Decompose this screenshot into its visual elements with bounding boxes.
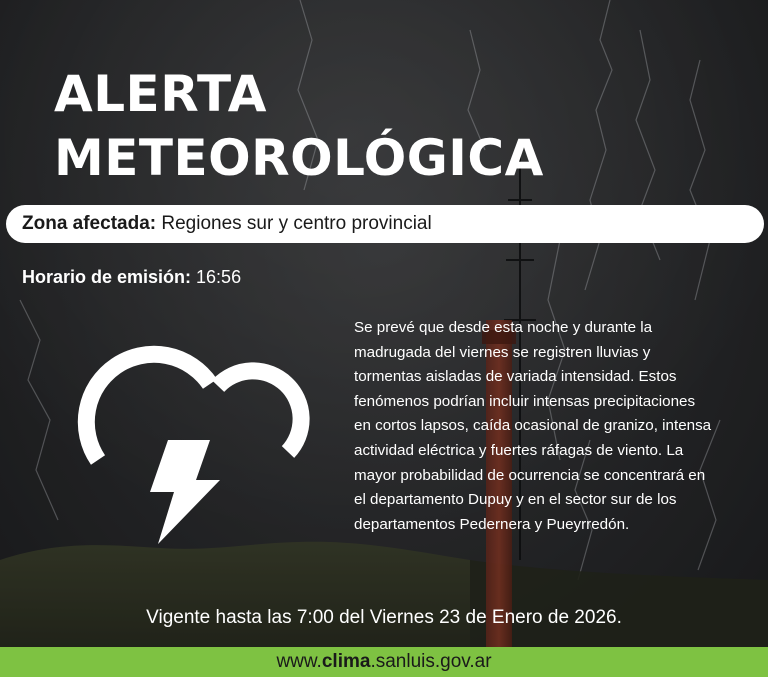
storm-cloud-lightning-icon	[70, 322, 310, 552]
horario-emision-label: Horario de emisión:	[22, 267, 192, 287]
alert-title-line2: METEOROLÓGICA	[54, 129, 544, 187]
horario-emision-value: 16:56	[191, 267, 242, 287]
footer-url-prefix: www.	[276, 651, 322, 672]
vigencia-text: Vigente hasta las 7:00 del Viernes 23 de Enero de 2026.	[146, 607, 622, 628]
footer-url-brand: clima	[321, 651, 371, 672]
zona-afectada-banner	[6, 205, 764, 243]
footer-website-bar[interactable]	[0, 647, 768, 677]
horario-emision	[22, 264, 241, 290]
alert-title-line1: ALERTA	[54, 65, 267, 123]
alert-title	[54, 62, 544, 190]
alert-description: Se prevé que desde esta noche y durante la madrugada del viernes se registren lluvias y tormentas aisladas de variada intensidad. Estos fenómenos podrían incluir intensas precipitaciones en cortos lapsos, caída ocasional de granizo, intensa actividad eléctrica y fuertes ráfagas de viento. La mayor probabilidad de ocurrencia se concentrará en el departamento Dupuy y en el sector sur de los departamentos Pedernera y Pueyrredón.	[354, 319, 712, 533]
footer-url-suffix: .sanluis.gov.ar	[370, 651, 492, 672]
zona-afectada-value: Regiones sur y centro provincial	[156, 213, 432, 234]
zona-afectada-label: Zona afectada:	[22, 213, 157, 234]
